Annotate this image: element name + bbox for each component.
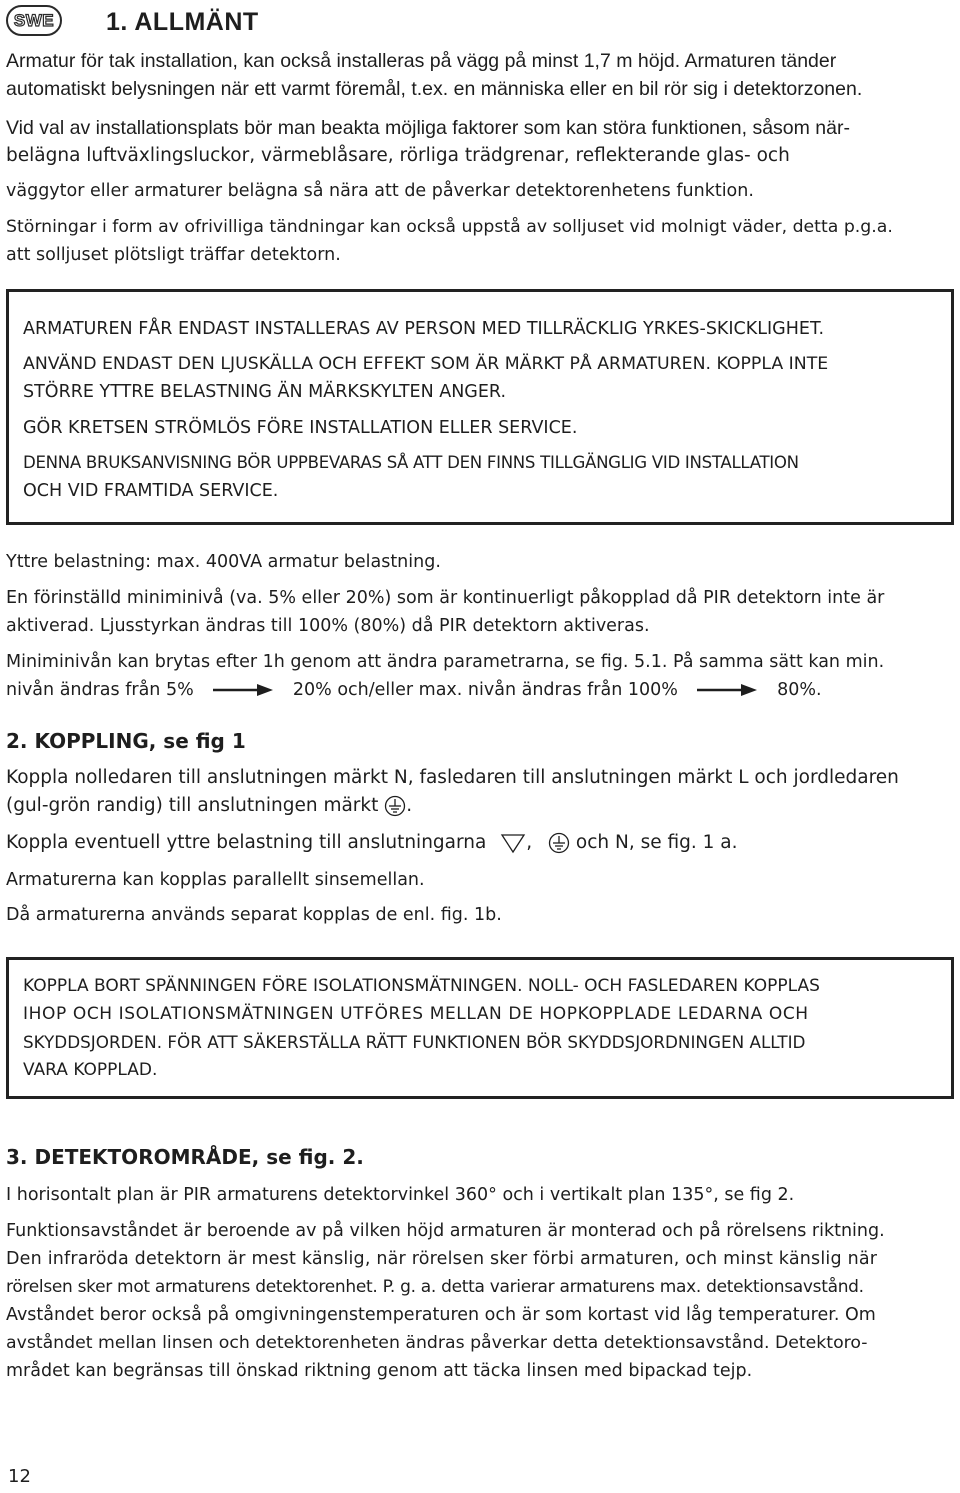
disturbance-line-1: Störningar i form av ofrivilliga tändningar kan också uppstå av solljuset vid molnigt väder, detta p.g.a. [6,217,893,237]
warning-line: SKYDDSJORDEN. FÖR ATT SÄKERSTÄLLA RÄTT FUNKTIONEN BÖR SKYDDSJORDNINGEN ALLTID [23,1032,806,1052]
connection-line-1: Koppla nolledaren till anslutningen märkt N, fasledaren till anslutningen märkt L och jordledaren [6,767,899,788]
page-number: 12 [8,1466,31,1487]
detector-line-6: avståndet mellan linsen och detektorenheten ändras påverkar detta detektionsavstånd. Detektoro- [6,1333,868,1353]
ground-symbol-icon [384,795,406,817]
section3-title: 3. DETEKTOROMRÅDE, se fig. 2. [6,1145,364,1169]
intro-line-1: Armatur för tak installation, kan också installeras på vägg på minst 1,7 m höjd. Armaturen tänder [6,50,837,72]
max-level-text: 20% och/eller max. nivån ändras från 100% [292,680,678,700]
warning-line: DENNA BRUKSANVISNING BÖR UPPBEVARAS SÅ ATT DEN FINNS TILLGÄNGLIG VID INSTALLATION [23,453,799,472]
language-badge: SWE [6,5,62,36]
max-level-value: 80%. [777,680,822,700]
arrow-right-icon [697,683,757,697]
load-line-3: aktiverad. Ljusstyrkan ändras till 100% (80%) då PIR detektorn aktiveras. [6,616,650,636]
warning-box-isolation [6,957,954,1099]
disturbance-line-2: att solljuset plötsligt träffar detektorn. [6,245,341,265]
detector-line-7: mrådet kan begränsas till önskad riktning genom att täcka linsen med bipackad tejp. [6,1361,753,1381]
connection-text: (gul-grön randig) till anslutningen märkt [6,795,379,816]
connection-line-4: Armaturerna kan kopplas parallellt sinsemellan. [6,870,425,890]
placement-line-3: väggytor eller armaturer belägna så nära att de påverkar detektorenhetens funktion. [6,181,754,201]
warning-line: OCH VID FRAMTIDA SERVICE. [23,481,279,501]
detector-line-4: rörelsen sker mot armaturens detektorenhet. P. g. a. detta varierar armaturens max. detektionsavstånd. [6,1277,864,1297]
warning-line: IHOP OCH ISOLATIONSMÄTNINGEN UTFÖRES MELLAN DE HOPKOPPLADE LEDARNA OCH [23,1004,809,1024]
warning-line: KOPPLA BORT SPÄNNINGEN FÖRE ISOLATIONSMÄTNINGEN. NOLL- OCH FASLEDAREN KOPPLAS [23,976,820,996]
placement-line-1: Vid val av installationsplats bör man beakta möjliga faktorer som kan störa funktionen, såsom när- [6,117,850,139]
min-level-text: nivån ändras från 5% [6,680,194,700]
detector-line-1: I horisontalt plan är PIR armaturens detektorvinkel 360° och i vertikalt plan 135°, se fig 2. [6,1185,795,1205]
warning-line: ANVÄND ENDAST DEN LJUSKÄLLA OCH EFFEKT SOM ÄR MÄRKT PÅ ARMATUREN. KOPPLA INTE [23,354,829,374]
detector-line-5: Avståndet beror också på omgivningenstemperaturen och är som kortast vid låg temperaturer. Om [6,1305,876,1325]
ground-symbol-icon [548,832,570,854]
connection-line-5: Då armaturerna används separat kopplas de enl. fig. 1b. [6,905,502,925]
load-line-2: En förinställd miniminivå (va. 5% eller 20%) som är kontinuerligt påkopplad då PIR detektorn inte är [6,588,885,608]
warning-line: STÖRRE YTTRE BELASTNING ÄN MÄRKSKYLTEN ANGER. [23,382,507,402]
detector-line-3: Den infraröda detektorn är mest känslig, när rörelsen sker förbi armaturen, och minst känslig när [6,1249,878,1269]
placement-line-2: belägna luftväxlingsluckor, värmeblåsare, rörliga trädgrenar, reflekterande glas- och [6,145,790,166]
detector-line-2: Funktionsavståndet är beroende av på vilken höjd armaturen är monterad och på rörelsens riktning. [6,1221,885,1241]
connection-text-end: och N, se fig. 1 a. [575,832,738,853]
warning-line: VARA KOPPLAD. [23,1060,158,1080]
warning-line: ARMATUREN FÅR ENDAST INSTALLERAS AV PERSON MED TILLRÄCKLIG YRKES-SKICKLIGHET. [23,319,825,339]
load-triangle-icon [500,832,526,854]
connection-line-3 [6,829,956,857]
warning-line: GÖR KRETSEN STRÖMLÖS FÖRE INSTALLATION ELLER SERVICE. [23,418,578,438]
load-line-1: Yttre belastning: max. 400VA armatur belastning. [6,552,441,572]
load-line-4: Miniminivån kan brytas efter 1h genom att ändra parametrarna, se fig. 5.1. På samma sätt kan min. [6,652,885,672]
arrow-right-icon [213,683,273,697]
section2-title: 2. KOPPLING, se fig 1 [6,729,246,753]
connection-text-end: . [406,795,413,816]
connection-line-2 [6,792,956,820]
intro-line-2: automatiskt belysningen när ett varmt föremål, t.ex. en människa eller en bil rör sig i detektorzonen. [6,78,863,100]
connection-comma: , [526,832,533,853]
load-line-5 [6,676,956,704]
section1-title: 1. ALLMÄNT [106,8,259,36]
connection-text: Koppla eventuell yttre belastning till anslutningarna [6,832,487,853]
warning-box-installation [6,289,954,525]
